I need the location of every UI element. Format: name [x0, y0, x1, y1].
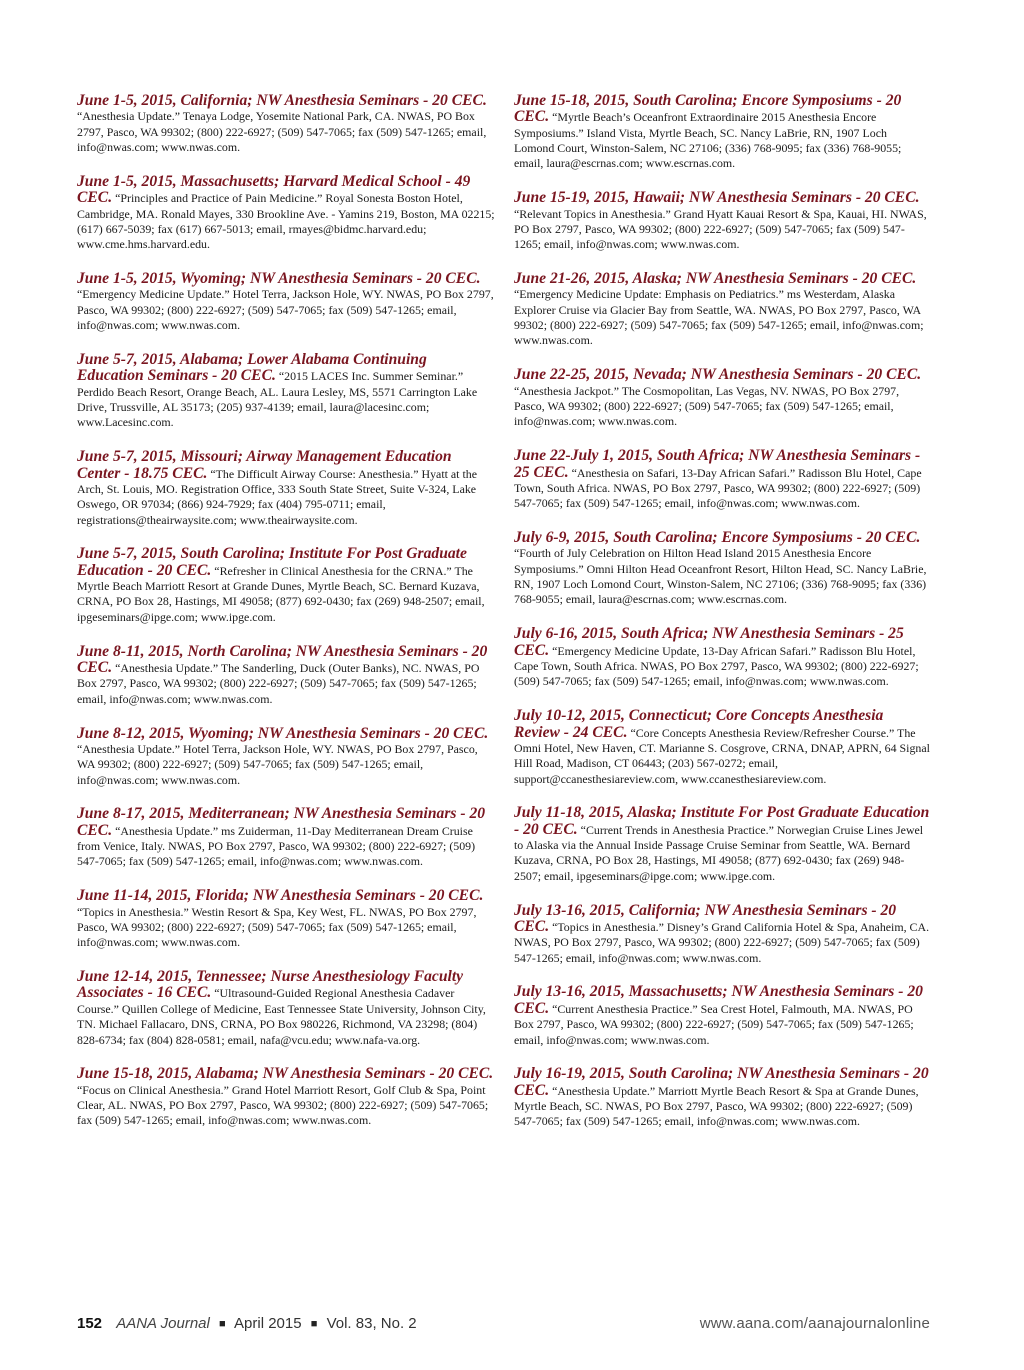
calendar-entry	[77, 888, 495, 950]
calendar-entry	[514, 626, 930, 689]
entry-details: “Myrtle Beach’s Oceanfront Extraordinaire 2015 Anesthesia Encore Symposiums.” Island Vista, Myrtle Beach, SC. Nancy LaBrie, RN, 1907 Loch Lomond Court, Winston-Salem, NC 27106; (336) 768-9095; fax (336) 768-9055; email, laura@escrnas.com; www.escrnas.com.	[514, 110, 902, 171]
entry-details: “Relevant Topics in Anesthesia.” Grand Hyatt Kauai Resort & Spa, Kauai, HI. NWAS, PO Box 2797, Pasco, WA 99302; (800) 222-6927; (509) 547-7065; fax (509) 547-1265; email, info@nwas.com; www.nwas.com.	[514, 206, 927, 252]
page-footer	[77, 1313, 930, 1335]
entry-heading: June 8-12, 2015, Wyoming; NW Anesthesia Seminars - 20 CEC.	[77, 724, 489, 742]
calendar-entry	[77, 174, 495, 253]
entry-heading: June 5-7, 2015, South Carolina; Institute For Post Graduate Education - 20 CEC.	[77, 545, 467, 579]
entry-heading: July 13-16, 2015, Massachusetts; NW Anesthesia Seminars - 20 CEC.	[514, 983, 923, 1017]
entry-details: “Anesthesia Update.” ms Zuiderman, 11-Day Mediterranean Dream Cruise from Venice, Italy. NWAS, PO Box 2797, Pasco, WA 99302; (800) 222-6927; (509) 547-7065; fax (509) 547-1265; email, info@nwas.com; www.nwas.com.	[77, 823, 476, 869]
entry-heading: June 1-5, 2015, California; NW Anesthesia Seminars - 20 CEC.	[77, 92, 487, 109]
entry-details: “Fourth of July Celebration on Hilton Head Island 2015 Anesthesia Encore Symposiums.” Omni Hilton Head Oceanfront Resort, Hilton Head, SC. Nancy LaBrie, RN, 1907 Loch Lomond Court, Winston-Salem, NC 27106; (336) 768-9095; fax (336) 768-9055; email, laura@escrnas.com; www.escrnas.com.	[514, 546, 927, 607]
entry-details: “Focus on Clinical Anesthesia.” Grand Hotel Marriott Resort, Golf Club & Spa, Point Clear, AL. NWAS, PO Box 2797, Pasco, WA 99302; (800) 222-6927; (509) 547-7065; fax (509) 547-1265; email, info@nwas.com; www.nwas.com.	[77, 1082, 489, 1128]
calendar-entry	[514, 984, 930, 1047]
entry-heading: July 16-19, 2015, South Carolina; NW Anesthesia Seminars - 20 CEC.	[514, 1065, 929, 1099]
right-column	[514, 93, 930, 1148]
issue-date: April 2015	[234, 1315, 302, 1332]
calendar-entry	[77, 352, 495, 431]
entry-details: “Core Concepts Anesthesia Review/Refresher Course.” The Omni Hotel, New Haven, CT. Marianne S. Cosgrove, CRNA, DNAP, APRN, 64 Signal Hill Road, Madison, CT 06443; (203) 567-0272; email, support@ccanesthesiareview.com, www.ccanesthesiareview.com.	[514, 725, 930, 786]
entry-details: “Current Trends in Anesthesia Practice.” Norwegian Cruise Lines Jewel to Alaska via the Annual Inside Passage Cruise Seminar from Seattle, WA. Bernard Kuzava, CRNA, PO Box 28, Hastings, MI 49058; (877) 692-0430; fax (269) 948-2507; email, ipgeseminars@ipge.com; www.ipge.com.	[514, 822, 924, 883]
entry-heading: June 21-26, 2015, Alaska; NW Anesthesia Seminars - 20 CEC.	[514, 270, 917, 288]
calendar-entry	[514, 805, 930, 884]
entry-details: “Anesthesia on Safari, 13-Day African Safari.” Radisson Blu Hotel, Cape Town, South Africa. NWAS, PO Box 2797, Pasco, WA 99302; (800) 222-6927; (509) 547-7065; fax (509) 547-1265; email, info@nwas.com; www.nwas.com.	[514, 465, 922, 511]
calendar-entry	[77, 726, 495, 788]
calendar-entry	[77, 1066, 495, 1128]
calendar-entry	[77, 271, 495, 333]
calendar-entry	[514, 448, 930, 511]
entry-heading: June 5-7, 2015, Alabama; Lower Alabama Continuing Education Seminars - 20 CEC.	[77, 350, 427, 385]
calendar-entry	[514, 93, 930, 172]
entry-heading: July 13-16, 2015, California; NW Anesthesia Seminars - 20 CEC.	[514, 901, 897, 935]
entry-details: “Anesthesia Update.” The Sanderling, Duck (Outer Banks), NC. NWAS, PO Box 2797, Pasco, WA 99302; (800) 222-6927; (509) 547-7065; fax (509) 547-1265; email, info@nwas.com; www.nwas.com.	[77, 660, 480, 706]
entry-heading: June 15-18, 2015, South Carolina; Encore Symposiums - 20 CEC.	[514, 92, 902, 126]
entry-details: “Topics in Anesthesia.” Disney’s Grand California Hotel & Spa, Anaheim, CA. NWAS, PO Box 2797, Pasco, WA 99302; (800) 222-6927; (509) 547-7065; fax (509) 547-1265; email, info@nwas.com; www.nwas.com.	[514, 919, 930, 965]
entry-heading: June 15-19, 2015, Hawaii; NW Anesthesia Seminars - 20 CEC.	[514, 189, 920, 207]
entry-heading: June 1-5, 2015, Massachusetts; Harvard Medical School - 49 CEC.	[77, 172, 471, 207]
calendar-entry	[514, 190, 930, 252]
entry-details: “2015 LACES Inc. Summer Seminar.” Perdido Beach Resort, Orange Beach, AL. Laura Lesley, MS, 5571 Carrington Lake Drive, Trussville, AL 35173; (205) 937-4139; email, laura@lacesinc.com; www.Lacesinc.com.	[77, 369, 478, 430]
calendar-entry	[514, 708, 930, 787]
calendar-entry	[514, 1066, 930, 1129]
entry-heading: June 22-July 1, 2015, South Africa; NW Anesthesia Seminars - 25 CEC.	[514, 447, 921, 481]
calendar-entry	[514, 903, 930, 966]
calendar-entry	[77, 644, 495, 707]
entry-details: “Anesthesia Update.” Hotel Terra, Jackson Hole, WY. NWAS, PO Box 2797, Pasco, WA 99302; (800) 222-6927; (509) 547-7065; fax (509) 547-1265; email, info@nwas.com; www.nwas.com.	[77, 741, 478, 787]
entry-details: “Current Anesthesia Practice.” Sea Crest Hotel, Falmouth, MA. NWAS, PO Box 2797, Pasco, WA 99302; (800) 222-6927; (509) 547-7065; fax (509) 547-1265; email, info@nwas.com; www.nwas.com.	[514, 1001, 914, 1047]
left-column	[77, 93, 495, 1147]
entry-heading: June 5-7, 2015, Missouri; Airway Management Education Center - 18.75 CEC.	[77, 448, 452, 482]
calendar-entry	[77, 449, 495, 528]
entry-details: “Anesthesia Update.” Tenaya Lodge, Yosemite National Park, CA. NWAS, PO Box 2797, Pasco, WA 99302; (800) 222-6927; (509) 547-7065; fax (509) 547-1265; email, info@nwas.com; www.nwas.com.	[77, 109, 487, 155]
entry-heading: June 12-14, 2015, Tennessee; Nurse Anesthesiology Faculty Associates - 16 CEC.	[77, 968, 464, 1002]
calendar-entry	[514, 367, 930, 429]
entry-details: “Anesthesia Jackpot.” The Cosmopolitan, Las Vegas, NV. NWAS, PO Box 2797, Pasco, WA 99302; (800) 222-6927; (509) 547-7065; fax (509) 547-1265; email, info@nwas.com; www.nwas.com.	[514, 383, 900, 429]
calendar-entry	[77, 546, 495, 625]
entry-heading: July 10-12, 2015, Connecticut; Core Concepts Anesthesia Review - 24 CEC.	[514, 707, 884, 741]
entry-details: “The Difficult Airway Course: Anesthesia.” Hyatt at the Arch, St. Louis, MO. Registration Office, 333 South State Street, Suite V-324, Lake Oswego, OR 97034; (866) 924-7929; fax (404) 795-0711; email, registrations@theairwaysite.com; www.theairwaysite.com.	[77, 466, 477, 527]
journal-title: AANA Journal	[116, 1315, 210, 1332]
calendar-entry	[77, 806, 495, 869]
entry-heading: June 8-11, 2015, North Carolina; NW Anesthesia Seminars - 20 CEC.	[77, 642, 488, 676]
volume-issue: Vol. 83, No. 2	[326, 1315, 417, 1332]
entry-details: “Emergency Medicine Update: Emphasis on Pediatrics.” ms Westerdam, Alaska Explorer Cruise via Glacier Bay from Seattle, WA. NWAS, PO Box 2797, Pasco, WA 99302; (800) 222-6927; (509) 547-7065; fax (509) 547-1265; email, info@nwas.com; www.nwas.com.	[514, 287, 924, 348]
entry-heading: June 15-18, 2015, Alabama; NW Anesthesia Seminars - 20 CEC.	[77, 1065, 494, 1083]
journal-url-link[interactable]: www.aana.com/aanajournalonline	[699, 1315, 930, 1332]
entry-heading: June 8-17, 2015, Mediterranean; NW Anesthesia Seminars - 20 CEC.	[77, 805, 486, 839]
entry-details: “Emergency Medicine Update.” Hotel Terra, Jackson Hole, WY. NWAS, PO Box 2797, Pasco, WA 99302; (800) 222-6927; (509) 547-7065; fax (509) 547-1265; email, info@nwas.com; www.nwas.com.	[77, 287, 494, 333]
calendar-entry	[514, 530, 930, 608]
entry-details: “Ultrasound-Guided Regional Anesthesia Cadaver Course.” Quillen College of Medicine, East Tennessee State University, Johnson City, TN. Michael Fallacaro, DNS, CRNA, PO Box 980226, Richmond, VA 23298; (804) 828-6734; fax (804) 828-0581; email, nafa@vcu.edu; www.nafa-va.org.	[77, 986, 486, 1047]
entry-heading: June 1-5, 2015, Wyoming; NW Anesthesia Seminars - 20 CEC.	[77, 270, 481, 288]
footer-separator: ■	[219, 1318, 226, 1330]
entry-details: “Emergency Medicine Update, 13-Day African Safari.” Radisson Blu Hotel, Cape Town, South Africa. NWAS, PO Box 2797, Pasco, WA 99302; (800) 222-6927; (509) 547-7065; fax (509) 547-1265; email, info@nwas.com; www.nwas.com.	[514, 643, 919, 689]
calendar-entry	[77, 969, 495, 1048]
calendar-entry	[514, 271, 930, 349]
entry-heading: June 22-25, 2015, Nevada; NW Anesthesia Seminars - 20 CEC.	[514, 366, 922, 384]
entry-details: “Refresher in Clinical Anesthesia for the CRNA.” The Myrtle Beach Marriott Resort at Grande Dunes, Myrtle Beach, SC. Bernard Kuzava, CRNA, PO Box 28, Hastings, MI 49058; (877) 692-0430; fax (269) 948-2507; email, ipgeseminars@ipge.com; www.ipge.com.	[77, 563, 485, 624]
entry-heading: July 6-16, 2015, South Africa; NW Anesthesia Seminars - 25 CEC.	[514, 625, 904, 659]
entry-heading: July 6-9, 2015, South Carolina; Encore Symposiums - 20 CEC.	[514, 529, 921, 547]
entry-details: “Topics in Anesthesia.” Westin Resort & Spa, Key West, FL. NWAS, PO Box 2797, Pasco, WA 99302; (800) 222-6927; (509) 547-7065; fax (509) 547-1265; email, info@nwas.com; www.nwas.com.	[77, 904, 477, 950]
entry-details: “Anesthesia Update.” Marriott Myrtle Beach Resort & Spa at Grande Dunes, Myrtle Beach, SC. NWAS, PO Box 2797, Pasco, WA 99302; (800) 222-6927; (509) 547-7065; fax (509) 547-1265; email, info@nwas.com; www.nwas.com.	[514, 1083, 919, 1129]
calendar-entry	[77, 93, 495, 155]
footer-separator: ■	[310, 1318, 318, 1330]
entry-details: “Principles and Practice of Pain Medicine.” Royal Sonesta Boston Hotel, Cambridge, MA. Ronald Mayes, 330 Brookline Ave. - Yamins 219, Boston, MA 02215; (617) 667-5039; fax (617) 667-5013; email, rmayes@bidmc.harvard.edu; www.cme.hms.harvard.edu.	[77, 191, 495, 252]
page-number: 152	[77, 1315, 103, 1332]
entry-heading: June 11-14, 2015, Florida; NW Anesthesia Seminars - 20 CEC.	[77, 887, 484, 905]
entry-heading: July 11-18, 2015, Alaska; Institute For Post Graduate Education - 20 CEC.	[514, 804, 930, 838]
